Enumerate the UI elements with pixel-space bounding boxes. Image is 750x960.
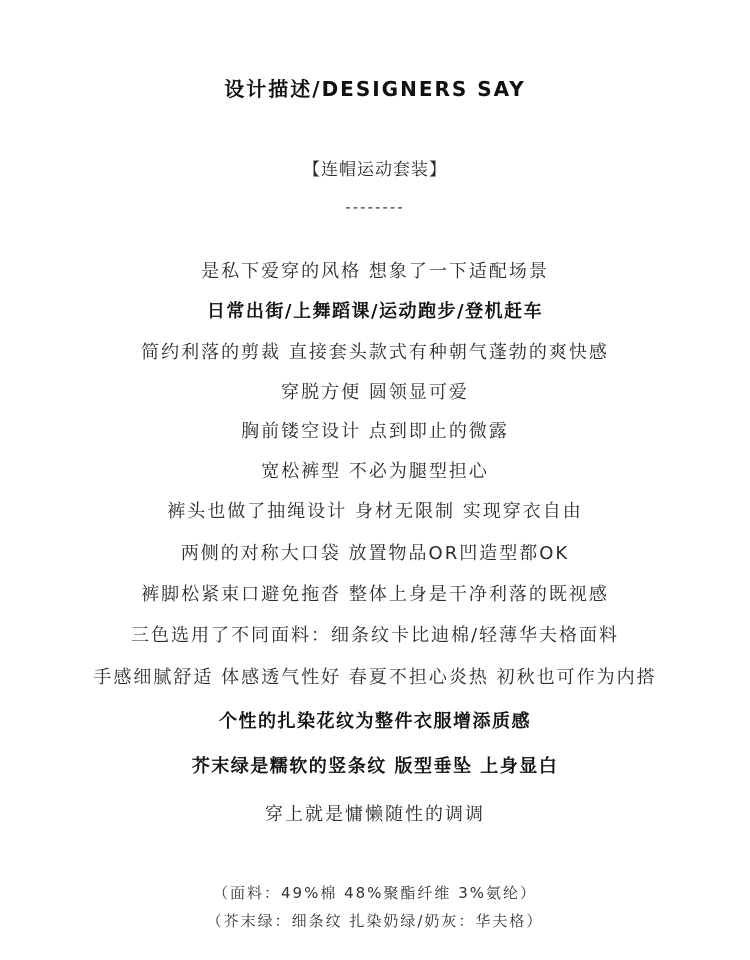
- description-line-11: 手感细腻舒适 体感透气性好 春夏不担心炎热 初秋也可作为内搭: [93, 667, 657, 688]
- color-fabric-note: （芥末绿：细条纹 扎染奶绿/奶灰：华夫格）: [206, 912, 544, 930]
- fabric-composition: （面料：49%棉 48%聚酯纤维 3%氨纶）: [212, 884, 537, 902]
- description-line-12-highlight: 个性的扎染花纹为整件衣服增添质感: [219, 711, 531, 732]
- description-line-14: 穿上就是慵懒随性的调调: [265, 804, 485, 825]
- description-line-6: 宽松裤型 不必为腿型担心: [261, 461, 489, 482]
- description-line-3: 简约利落的剪裁 直接套头款式有种朝气蓬勃的爽快感: [141, 342, 609, 363]
- section-title: 设计描述/DESIGNERS SAY: [224, 77, 526, 101]
- description-line-13-highlight: 芥末绿是糯软的竖条纹 版型垂坠 上身显白: [191, 756, 559, 777]
- description-line-7: 裤头也做了抽绳设计 身材无限制 实现穿衣自由: [167, 501, 583, 522]
- description-line-8: 两侧的对称大口袋 放置物品OR凹造型都OK: [180, 543, 570, 564]
- description-line-10: 三色选用了不同面料：细条纹卡比迪棉/轻薄华夫格面料: [130, 625, 620, 646]
- dashed-divider: --------: [345, 198, 405, 216]
- description-line-9: 裤脚松紧束口避免拖沓 整体上身是干净利落的既视感: [141, 584, 609, 605]
- description-line-4: 穿脱方便 圆领显可爱: [281, 382, 469, 403]
- description-line-5: 胸前镂空设计 点到即止的微露: [241, 421, 509, 442]
- description-line-2-highlight: 日常出街/上舞蹈课/运动跑步/登机赶车: [206, 301, 544, 322]
- description-line-1: 是私下爱穿的风格 想象了一下适配场景: [201, 261, 549, 282]
- product-subtitle: 【连帽运动套装】: [303, 160, 447, 180]
